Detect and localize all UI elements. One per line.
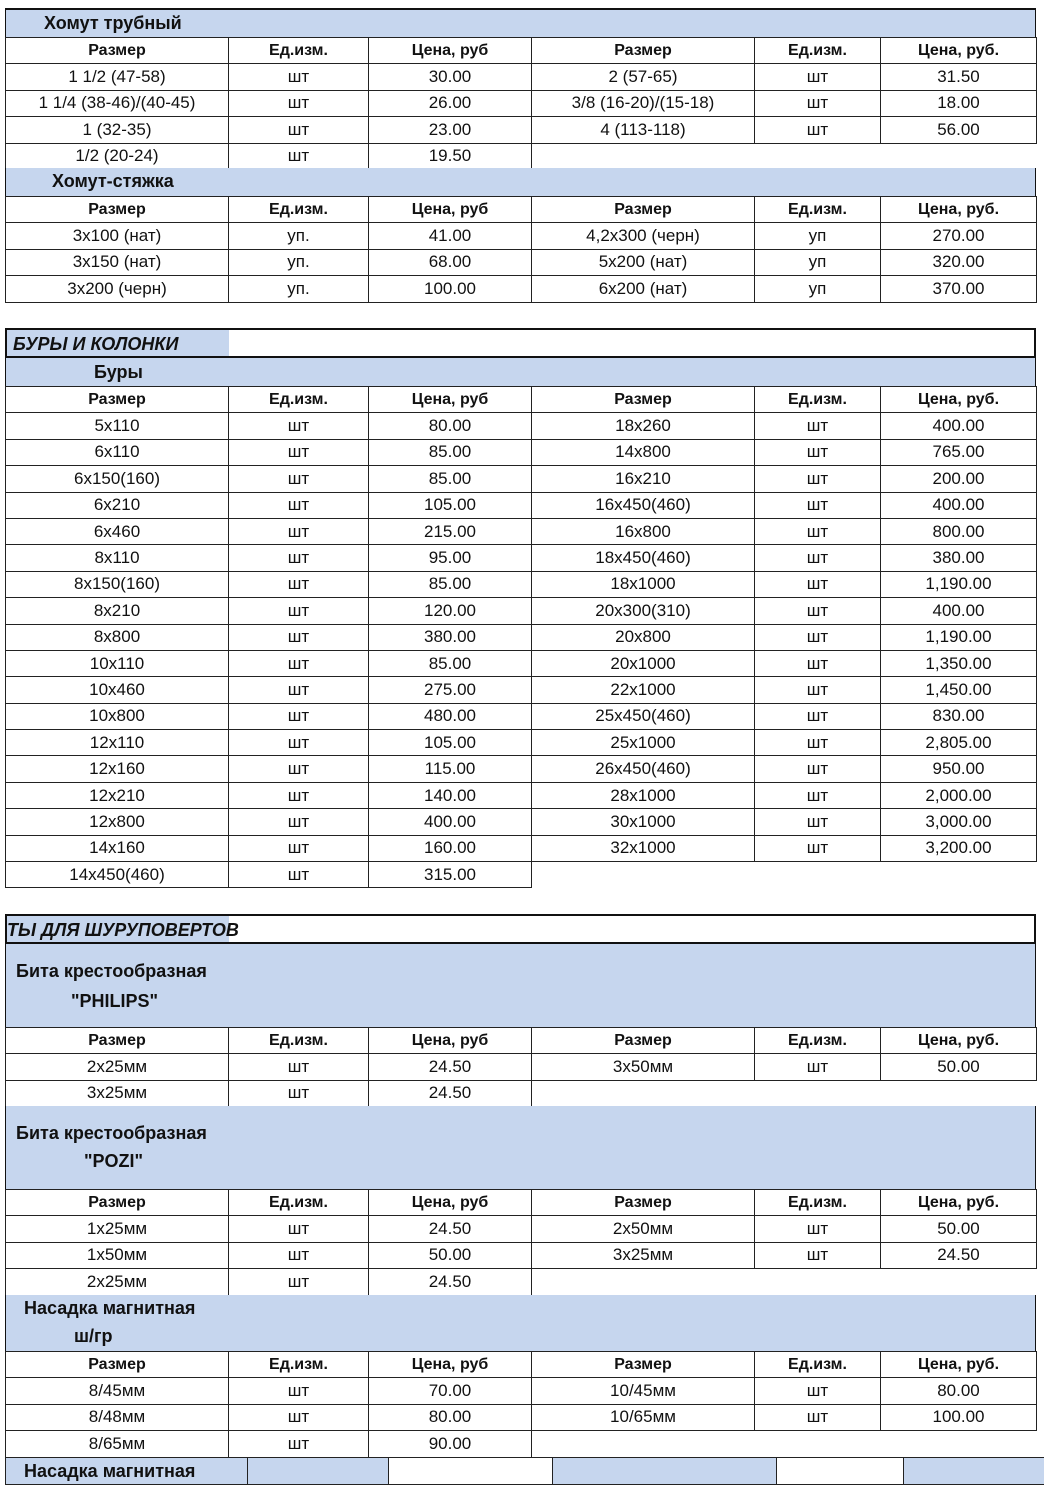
table-cell: 95.00 bbox=[369, 545, 532, 571]
table-cell: 41.00 bbox=[369, 223, 532, 249]
table-cell: 270.00 bbox=[881, 223, 1037, 249]
table-cell: 765.00 bbox=[881, 439, 1037, 465]
table-cell: шт bbox=[755, 624, 881, 650]
table-cell: 8х110 bbox=[6, 545, 229, 571]
table-cell: 275.00 bbox=[369, 677, 532, 703]
column-header: Цена, руб. bbox=[881, 1352, 1037, 1378]
table-cell: 400.00 bbox=[369, 809, 532, 835]
table-cell: шт bbox=[229, 1269, 369, 1295]
table-cell: 2х25мм bbox=[6, 1054, 229, 1080]
philips-title-line2: "PHILIPS" bbox=[71, 991, 159, 1011]
table-cell: 19.50 bbox=[369, 143, 532, 169]
table-cell: шт bbox=[229, 677, 369, 703]
table-cell: 215.00 bbox=[369, 518, 532, 544]
column-header: Цена, руб. bbox=[881, 197, 1037, 223]
table-cell: уп bbox=[755, 223, 881, 249]
table-cell: 315.00 bbox=[369, 862, 532, 888]
column-header: Ед.изм. bbox=[755, 38, 881, 64]
table-cell: 26.00 bbox=[369, 90, 532, 116]
table-row bbox=[6, 223, 1037, 249]
column-header: Ед.изм. bbox=[755, 1028, 881, 1054]
header-row bbox=[6, 38, 1037, 64]
table-cell: 480.00 bbox=[369, 703, 532, 729]
table-row bbox=[6, 466, 1037, 492]
drills-section-title bbox=[5, 328, 1036, 358]
table-cell: 10/65мм bbox=[532, 1404, 755, 1430]
table-cell: 20х800 bbox=[532, 624, 755, 650]
table-row bbox=[6, 117, 1037, 143]
magnet2-cell bbox=[904, 1458, 1044, 1485]
table-cell: 3,000.00 bbox=[881, 809, 1037, 835]
column-header: Цена, руб bbox=[369, 38, 532, 64]
table-cell: шт bbox=[229, 518, 369, 544]
table-cell: 3х25мм bbox=[532, 1242, 755, 1268]
header-row bbox=[6, 1190, 1037, 1216]
table-cell: 1,190.00 bbox=[881, 624, 1037, 650]
table-cell: 830.00 bbox=[881, 703, 1037, 729]
table-cell: 80.00 bbox=[369, 413, 532, 439]
magnet2-band bbox=[5, 1457, 1044, 1485]
table-cell: 25х450(460) bbox=[532, 703, 755, 729]
magnet-title-line2: ш/гр bbox=[74, 1326, 113, 1346]
table-cell: 950.00 bbox=[881, 756, 1037, 782]
table-cell: 3/8 (16-20)/(15-18) bbox=[532, 90, 755, 116]
table-cell: 24.50 bbox=[369, 1216, 532, 1242]
table-row bbox=[6, 782, 1037, 808]
table-cell: 1х50мм bbox=[6, 1242, 229, 1268]
table-cell: 2х50мм bbox=[532, 1216, 755, 1242]
table-cell: 8/65мм bbox=[6, 1431, 229, 1457]
table-cell: 4 (113-118) bbox=[532, 117, 755, 143]
table-cell: 31.50 bbox=[881, 64, 1037, 90]
table-cell: уп. bbox=[229, 249, 369, 275]
magnet2-cell bbox=[777, 1458, 904, 1485]
table-row bbox=[6, 571, 1037, 597]
column-header: Ед.изм. bbox=[229, 1190, 369, 1216]
table-cell: шт bbox=[755, 677, 881, 703]
table-cell: шт bbox=[229, 624, 369, 650]
column-header: Цена, руб bbox=[369, 1352, 532, 1378]
table-cell: шт bbox=[755, 466, 881, 492]
philips-table bbox=[5, 1027, 1037, 1107]
table-cell: 400.00 bbox=[881, 492, 1037, 518]
table-row bbox=[6, 1054, 1037, 1080]
column-header: Размер bbox=[6, 197, 229, 223]
table-cell: шт bbox=[229, 1080, 369, 1106]
table-cell: 18х450(460) bbox=[532, 545, 755, 571]
table-cell: 3,200.00 bbox=[881, 835, 1037, 861]
pozi-title-line1: Бита крестообразная bbox=[16, 1123, 207, 1143]
table-cell: 18х260 bbox=[532, 413, 755, 439]
table-cell: 6х210 bbox=[6, 492, 229, 518]
table-cell: 24.50 bbox=[369, 1269, 532, 1295]
column-header: Размер bbox=[532, 38, 755, 64]
table-cell: 5х110 bbox=[6, 413, 229, 439]
table-row bbox=[6, 545, 1037, 571]
philips-title-line1: Бита крестообразная bbox=[16, 961, 207, 981]
column-header: Размер bbox=[6, 1352, 229, 1378]
table-cell: 20х300(310) bbox=[532, 598, 755, 624]
table-cell: шт bbox=[755, 782, 881, 808]
table-cell: шт bbox=[229, 545, 369, 571]
table-cell: 4,2х300 (черн) bbox=[532, 223, 755, 249]
column-header: Ед.изм. bbox=[229, 1352, 369, 1378]
table-cell: 2х25мм bbox=[6, 1269, 229, 1295]
magnet2-title: Насадка магнитная bbox=[6, 1458, 248, 1485]
table-cell: 380.00 bbox=[369, 624, 532, 650]
table-cell: шт bbox=[755, 598, 881, 624]
bits-section-title bbox=[5, 914, 1036, 944]
table-cell: 3х100 (нат) bbox=[6, 223, 229, 249]
table-cell: 6х110 bbox=[6, 439, 229, 465]
table-cell: 14х800 bbox=[532, 439, 755, 465]
table-row bbox=[6, 249, 1037, 275]
table-cell: шт bbox=[229, 90, 369, 116]
table-row bbox=[6, 90, 1037, 116]
table-cell: уп bbox=[755, 276, 881, 302]
table-cell: 3х150 (нат) bbox=[6, 249, 229, 275]
column-header: Ед.изм. bbox=[755, 1190, 881, 1216]
table-cell: шт bbox=[755, 1404, 881, 1430]
header-row bbox=[6, 197, 1037, 223]
table-cell: 105.00 bbox=[369, 730, 532, 756]
table-cell: 90.00 bbox=[369, 1431, 532, 1457]
table-row bbox=[6, 598, 1037, 624]
table-cell: 12х800 bbox=[6, 809, 229, 835]
table-cell: шт bbox=[229, 1404, 369, 1430]
table-cell: 68.00 bbox=[369, 249, 532, 275]
table-cell: шт bbox=[229, 492, 369, 518]
table-cell: шт bbox=[755, 64, 881, 90]
table-row bbox=[6, 650, 1037, 676]
table-cell: 16х210 bbox=[532, 466, 755, 492]
column-header: Цена, руб. bbox=[881, 1028, 1037, 1054]
table-cell: шт bbox=[229, 650, 369, 676]
table-row bbox=[6, 1216, 1037, 1242]
table-cell: 2,805.00 bbox=[881, 730, 1037, 756]
clamp-title: Хомут трубный bbox=[44, 13, 182, 33]
table-cell: 10х460 bbox=[6, 677, 229, 703]
table-cell: шт bbox=[755, 703, 881, 729]
table-cell: 30х1000 bbox=[532, 809, 755, 835]
tie-title-band bbox=[5, 168, 1036, 196]
table-cell: шт bbox=[229, 862, 369, 888]
table-cell: шт bbox=[229, 571, 369, 597]
header-row bbox=[6, 1028, 1037, 1054]
table-cell: 1 1/2 (47-58) bbox=[6, 64, 229, 90]
column-header: Размер bbox=[532, 387, 755, 413]
table-cell: 85.00 bbox=[369, 650, 532, 676]
table-cell: 8/48мм bbox=[6, 1404, 229, 1430]
table-cell: 1,190.00 bbox=[881, 571, 1037, 597]
column-header: Ед.изм. bbox=[229, 387, 369, 413]
table-cell: 80.00 bbox=[881, 1378, 1037, 1404]
table-cell: 200.00 bbox=[881, 466, 1037, 492]
table-cell: 1/2 (20-24) bbox=[6, 143, 229, 169]
table-row bbox=[6, 492, 1037, 518]
table-cell: 12х160 bbox=[6, 756, 229, 782]
column-header: Цена, руб. bbox=[881, 387, 1037, 413]
table-cell: 10х800 bbox=[6, 703, 229, 729]
table-cell: шт bbox=[229, 1242, 369, 1268]
column-header: Размер bbox=[532, 1028, 755, 1054]
table-cell: 22х1000 bbox=[532, 677, 755, 703]
pozi-title-line2: "POZI" bbox=[84, 1151, 144, 1171]
table-cell: 380.00 bbox=[881, 545, 1037, 571]
table-cell: 115.00 bbox=[369, 756, 532, 782]
table-cell: шт bbox=[229, 117, 369, 143]
table-cell: 1 (32-35) bbox=[6, 117, 229, 143]
empty-cell bbox=[532, 1269, 1037, 1295]
table-cell: 105.00 bbox=[369, 492, 532, 518]
table-row bbox=[6, 518, 1037, 544]
column-header: Цена, руб bbox=[369, 387, 532, 413]
tie-title: Хомут-стяжка bbox=[52, 171, 174, 191]
table-cell: 6х150(160) bbox=[6, 466, 229, 492]
column-header: Размер bbox=[6, 1028, 229, 1054]
table-cell: шт bbox=[755, 650, 881, 676]
table-row bbox=[6, 1404, 1037, 1430]
column-header: Размер bbox=[6, 1190, 229, 1216]
table-cell: 6х200 (нат) bbox=[532, 276, 755, 302]
column-header: Ед.изм. bbox=[755, 197, 881, 223]
table-cell: 85.00 bbox=[369, 571, 532, 597]
table-cell: 32х1000 bbox=[532, 835, 755, 861]
table-row bbox=[6, 624, 1037, 650]
table-cell: 400.00 bbox=[881, 598, 1037, 624]
table-cell: 100.00 bbox=[369, 276, 532, 302]
table-cell: 8х150(160) bbox=[6, 571, 229, 597]
table-cell: шт bbox=[755, 1378, 881, 1404]
drills-title: Буры bbox=[94, 362, 143, 382]
table-cell: 800.00 bbox=[881, 518, 1037, 544]
header-row bbox=[6, 387, 1037, 413]
table-cell: 8х800 bbox=[6, 624, 229, 650]
table-row bbox=[6, 1242, 1037, 1268]
magnet-title-line1: Насадка магнитная bbox=[24, 1298, 196, 1318]
empty-cell bbox=[532, 862, 1037, 888]
table-row bbox=[6, 64, 1037, 90]
table-cell: 16х450(460) bbox=[532, 492, 755, 518]
table-row bbox=[6, 862, 1037, 888]
table-cell: 14х450(460) bbox=[6, 862, 229, 888]
table-cell: 400.00 bbox=[881, 413, 1037, 439]
table-cell: шт bbox=[229, 782, 369, 808]
column-header: Ед.изм. bbox=[229, 1028, 369, 1054]
table-cell: 8х210 bbox=[6, 598, 229, 624]
column-header: Цена, руб bbox=[369, 1190, 532, 1216]
column-header: Ед.изм. bbox=[755, 387, 881, 413]
table-cell: шт bbox=[755, 492, 881, 518]
column-header: Размер bbox=[6, 387, 229, 413]
table-cell: 10х110 bbox=[6, 650, 229, 676]
table-cell: шт bbox=[229, 756, 369, 782]
table-row bbox=[6, 143, 1037, 169]
table-cell: 20х1000 bbox=[532, 650, 755, 676]
table-row bbox=[6, 1080, 1037, 1106]
clamp-title-band bbox=[5, 8, 1036, 37]
table-cell: шт bbox=[229, 598, 369, 624]
table-cell: 30.00 bbox=[369, 64, 532, 90]
table-cell: 3х200 (черн) bbox=[6, 276, 229, 302]
table-cell: уп bbox=[755, 249, 881, 275]
table-cell: 5х200 (нат) bbox=[532, 249, 755, 275]
table-cell: шт bbox=[755, 518, 881, 544]
table-row bbox=[6, 276, 1037, 302]
table-cell: 6х460 bbox=[6, 518, 229, 544]
table-row bbox=[6, 730, 1037, 756]
pozi-title-band bbox=[5, 1106, 1036, 1189]
table-cell: 24.50 bbox=[881, 1242, 1037, 1268]
empty-cell bbox=[532, 1080, 1037, 1106]
table-cell: шт bbox=[755, 835, 881, 861]
column-header: Размер bbox=[532, 1190, 755, 1216]
table-cell: 140.00 bbox=[369, 782, 532, 808]
table-cell: 80.00 bbox=[369, 1404, 532, 1430]
table-row bbox=[6, 439, 1037, 465]
table-cell: шт bbox=[229, 1054, 369, 1080]
table-cell: шт bbox=[755, 413, 881, 439]
column-header: Цена, руб. bbox=[881, 38, 1037, 64]
column-header: Размер bbox=[6, 38, 229, 64]
table-cell: шт bbox=[755, 1242, 881, 1268]
bits-section-label: ТЫ ДЛЯ ШУРУПОВЕРТОВ bbox=[7, 920, 239, 940]
table-cell: уп. bbox=[229, 223, 369, 249]
table-cell: 50.00 bbox=[881, 1054, 1037, 1080]
table-cell: 2 (57-65) bbox=[532, 64, 755, 90]
column-header: Размер bbox=[532, 197, 755, 223]
table-row bbox=[6, 1431, 1037, 1457]
table-cell: 25х1000 bbox=[532, 730, 755, 756]
pozi-table bbox=[5, 1189, 1037, 1296]
table-cell: 16х800 bbox=[532, 518, 755, 544]
table-cell: шт bbox=[755, 439, 881, 465]
table-row bbox=[6, 413, 1037, 439]
table-cell: 24.50 bbox=[369, 1054, 532, 1080]
magnet2-cell bbox=[248, 1458, 389, 1485]
table-cell: шт bbox=[755, 117, 881, 143]
drills-section-label: БУРЫ И КОЛОНКИ bbox=[13, 334, 179, 354]
table-cell: шт bbox=[229, 1378, 369, 1404]
table-cell: 2,000.00 bbox=[881, 782, 1037, 808]
table-cell: шт bbox=[755, 1216, 881, 1242]
drills-table bbox=[5, 386, 1037, 888]
table-cell: шт bbox=[755, 90, 881, 116]
philips-title-band bbox=[5, 944, 1036, 1027]
table-cell: шт bbox=[229, 64, 369, 90]
table-row bbox=[6, 809, 1037, 835]
column-header: Ед.изм. bbox=[229, 197, 369, 223]
table-cell: 26х450(460) bbox=[532, 756, 755, 782]
table-row bbox=[6, 756, 1037, 782]
table-cell: 14х160 bbox=[6, 835, 229, 861]
table-cell: 85.00 bbox=[369, 466, 532, 492]
table-cell: шт bbox=[229, 413, 369, 439]
table-cell: шт bbox=[755, 756, 881, 782]
table-cell: 1х25мм bbox=[6, 1216, 229, 1242]
column-header: Ед.изм. bbox=[229, 38, 369, 64]
clamp-table bbox=[5, 37, 1037, 170]
table-cell: шт bbox=[229, 730, 369, 756]
empty-cell bbox=[532, 1431, 1037, 1457]
magnet2-cell bbox=[553, 1458, 777, 1485]
table-cell: 3х50мм bbox=[532, 1054, 755, 1080]
table-cell: шт bbox=[229, 1431, 369, 1457]
table-cell: 1,350.00 bbox=[881, 650, 1037, 676]
table-cell: шт bbox=[229, 143, 369, 169]
magnet-title-band bbox=[5, 1295, 1036, 1351]
table-cell: 120.00 bbox=[369, 598, 532, 624]
column-header: Размер bbox=[532, 1352, 755, 1378]
magnet-table bbox=[5, 1351, 1037, 1458]
table-cell: 160.00 bbox=[369, 835, 532, 861]
drills-title-band bbox=[5, 358, 1036, 386]
table-cell: 320.00 bbox=[881, 249, 1037, 275]
table-row bbox=[6, 835, 1037, 861]
table-cell: шт bbox=[229, 809, 369, 835]
table-cell: шт bbox=[755, 571, 881, 597]
table-row bbox=[6, 677, 1037, 703]
table-cell: 18х1000 bbox=[532, 571, 755, 597]
table-cell: 70.00 bbox=[369, 1378, 532, 1404]
table-cell: 12х110 bbox=[6, 730, 229, 756]
column-header: Цена, руб bbox=[369, 1028, 532, 1054]
table-cell: шт bbox=[229, 1216, 369, 1242]
table-cell: 24.50 bbox=[369, 1080, 532, 1106]
table-cell: 18.00 bbox=[881, 90, 1037, 116]
table-cell: 370.00 bbox=[881, 276, 1037, 302]
header-row bbox=[6, 1352, 1037, 1378]
table-cell: 1,450.00 bbox=[881, 677, 1037, 703]
table-cell: шт bbox=[229, 439, 369, 465]
table-cell: шт bbox=[229, 466, 369, 492]
table-cell: 85.00 bbox=[369, 439, 532, 465]
table-cell: 28х1000 bbox=[532, 782, 755, 808]
table-cell: 56.00 bbox=[881, 117, 1037, 143]
column-header: Цена, руб. bbox=[881, 1190, 1037, 1216]
table-cell: уп. bbox=[229, 276, 369, 302]
table-cell: 50.00 bbox=[881, 1216, 1037, 1242]
table-cell: 1 1/4 (38-46)/(40-45) bbox=[6, 90, 229, 116]
table-cell: шт bbox=[755, 545, 881, 571]
column-header: Ед.изм. bbox=[755, 1352, 881, 1378]
table-cell: 23.00 bbox=[369, 117, 532, 143]
magnet2-cell bbox=[389, 1458, 553, 1485]
table-row bbox=[6, 703, 1037, 729]
column-header: Цена, руб bbox=[369, 197, 532, 223]
table-cell: шт bbox=[755, 1054, 881, 1080]
empty-cell bbox=[532, 143, 1037, 169]
table-cell: шт bbox=[229, 835, 369, 861]
tie-table bbox=[5, 196, 1037, 303]
table-cell: 100.00 bbox=[881, 1404, 1037, 1430]
table-cell: шт bbox=[229, 703, 369, 729]
table-row bbox=[6, 1378, 1037, 1404]
table-cell: шт bbox=[755, 809, 881, 835]
table-cell: 8/45мм bbox=[6, 1378, 229, 1404]
table-row bbox=[6, 1269, 1037, 1295]
table-cell: 10/45мм bbox=[532, 1378, 755, 1404]
table-cell: 50.00 bbox=[369, 1242, 532, 1268]
table-cell: шт bbox=[755, 730, 881, 756]
table-cell: 3х25мм bbox=[6, 1080, 229, 1106]
table-cell: 12х210 bbox=[6, 782, 229, 808]
